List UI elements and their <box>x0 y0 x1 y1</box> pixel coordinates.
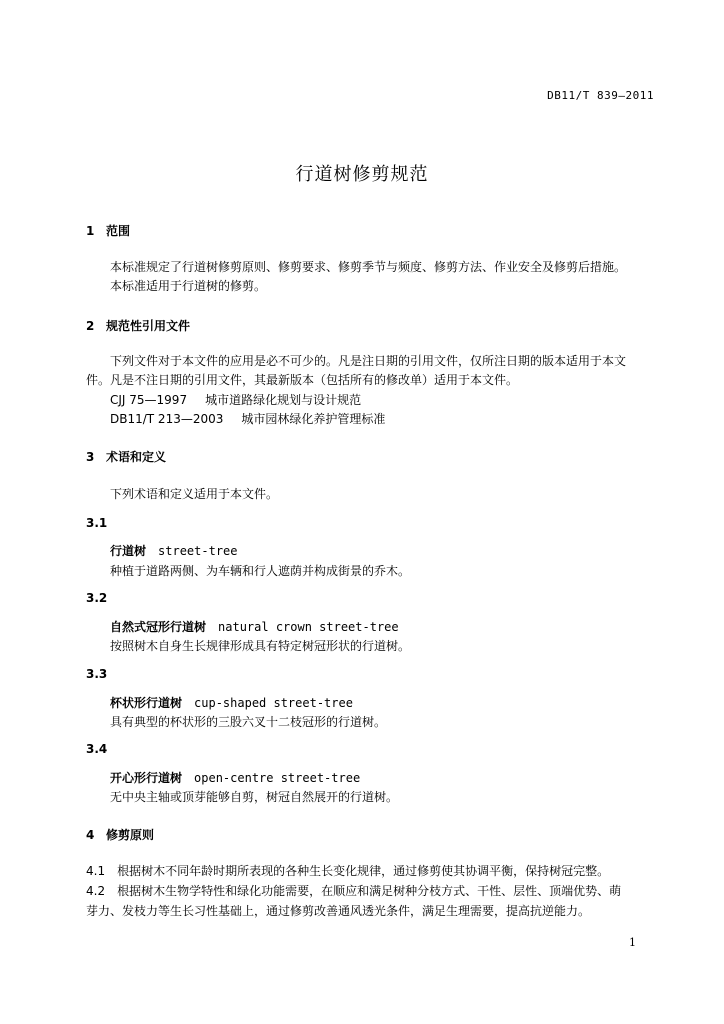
paragraph-continuation: 件。凡是不注日期的引用文件，其最新版本（包括所有的修改单）适用于本文件。 <box>86 373 519 387</box>
term-chinese: 行道树 <box>110 544 147 558</box>
section-1-heading <box>86 222 130 239</box>
term-chinese: 自然式冠形行道树 <box>110 620 207 634</box>
term-english: natural crown street-tree <box>218 620 399 634</box>
paragraph: 下列文件对于本文件的应用是必不可少的。凡是注日期的引用文件，仅所注日期的版本适用于本文 <box>110 354 627 368</box>
clause-4-2: 4.2 根据树木生物学特性和绿化功能需要，在顺应和满足树种分枝方式、干性、层性、顶端优势、萌 <box>86 884 622 898</box>
reference-item <box>110 410 385 427</box>
term-definition: 按照树木自身生长规律形成具有特定树冠形状的行道树。 <box>110 639 411 653</box>
section-2-heading <box>86 317 190 334</box>
term-heading <box>110 769 360 786</box>
term-definition: 种植于道路两侧、为车辆和行人遮荫并构成街景的乔木。 <box>110 564 411 578</box>
section-number: 2 <box>86 319 95 333</box>
clause-4-2-continuation: 芽力、发枝力等生长习性基础上，通过修剪改善通风透光条件，满足生理需要，提高抗逆能力。 <box>86 904 591 918</box>
reference-code: DB11/T 213—2003 <box>110 412 224 426</box>
section-title: 修剪原则 <box>106 828 155 842</box>
document-code: DB11/T 839—2011 <box>547 89 654 102</box>
reference-name: 城市园林绿化养护管理标准 <box>241 412 386 426</box>
reference-item <box>110 391 361 408</box>
term-heading <box>110 542 238 559</box>
paragraph: 本标准适用于行道树的修剪。 <box>110 279 267 293</box>
term-english: open-centre street-tree <box>194 771 361 785</box>
clause-4-1: 4.1 根据树木不同年龄时期所表现的各种生长变化规律，通过修剪使其协调平衡，保持树冠完整。 <box>86 864 610 878</box>
term-english: cup-shaped street-tree <box>194 696 353 710</box>
term-number: 3.2 <box>86 591 108 605</box>
section-number: 3 <box>86 450 95 464</box>
section-title: 规范性引用文件 <box>106 319 191 333</box>
term-heading <box>110 618 399 635</box>
term-english: street-tree <box>158 544 238 558</box>
term-heading <box>110 694 353 711</box>
section-title: 范围 <box>106 224 131 238</box>
term-chinese: 开心形行道树 <box>110 771 183 785</box>
section-number: 1 <box>86 224 95 238</box>
term-definition: 具有典型的杯状形的三股六叉十二枝冠形的行道树。 <box>110 715 387 729</box>
page-number: 1 <box>629 936 636 949</box>
term-chinese: 杯状形行道树 <box>110 696 183 710</box>
term-definition: 无中央主轴或顶芽能够自剪，树冠自然展开的行道树。 <box>110 790 399 804</box>
page-title: 行道树修剪规范 <box>295 164 429 185</box>
section-number: 4 <box>86 828 95 842</box>
paragraph: 本标准规定了行道树修剪原则、修剪要求、修剪季节与频度、修剪方法、作业安全及修剪后措施。 <box>110 260 627 274</box>
term-number: 3.3 <box>86 667 108 681</box>
paragraph: 下列术语和定义适用于本文件。 <box>110 487 279 501</box>
term-number: 3.4 <box>86 742 108 756</box>
reference-name: 城市道路绿化规划与设计规范 <box>205 393 362 407</box>
section-3-heading <box>86 448 166 465</box>
reference-code: CJJ 75—1997 <box>110 393 188 407</box>
term-number: 3.1 <box>86 516 108 530</box>
section-title: 术语和定义 <box>106 450 167 464</box>
section-4-heading <box>86 826 154 843</box>
